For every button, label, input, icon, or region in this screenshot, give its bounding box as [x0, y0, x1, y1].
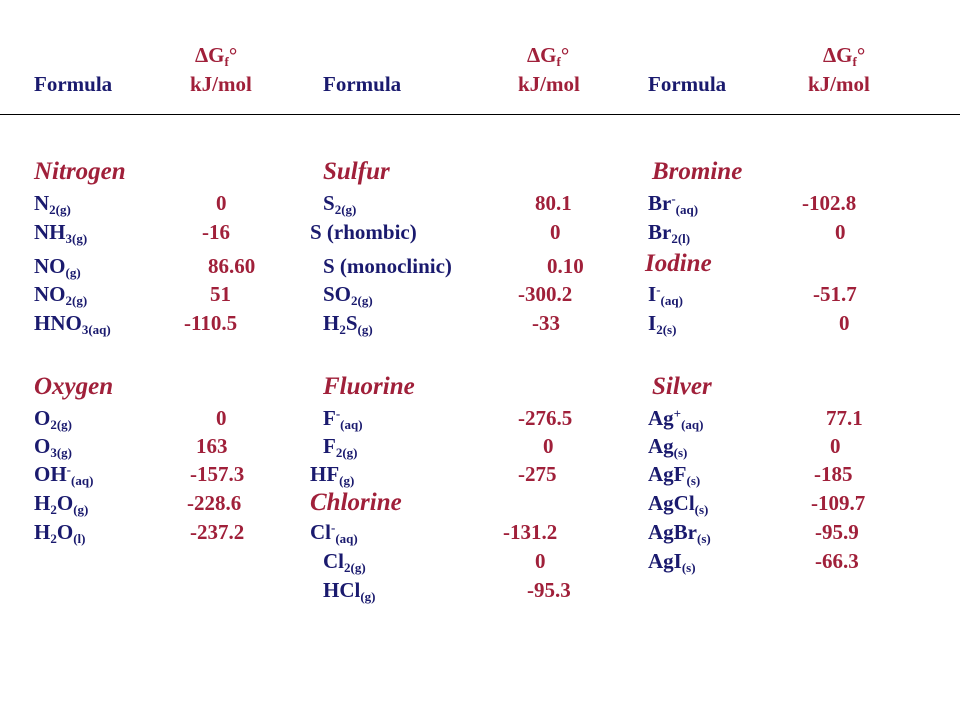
value-f2: 0 [543, 434, 554, 458]
header-divider [0, 114, 960, 115]
value-so2: -300.2 [518, 282, 573, 306]
formula-o3: $O_{3(g)}$ [34, 434, 73, 460]
formula-h2s: $H_2S_{(g)}$ [323, 311, 373, 337]
value-i-ion: -51.7 [813, 282, 857, 306]
value-hno3: -110.5 [184, 311, 238, 335]
group-bromine: Bromine [652, 158, 743, 185]
unit-header-2: kJ/mol [518, 72, 580, 96]
value-h2o-liquid: -237.2 [190, 520, 245, 544]
group-iodine: Iodine [645, 250, 712, 277]
value-br-ion: -102.8 [802, 191, 857, 215]
value-ag: 0 [830, 434, 841, 458]
formula-s-monoclinic: S (monoclinic) [323, 254, 452, 278]
unit-header-3: kJ/mol [808, 72, 870, 96]
formula-o2: $O_{2(g)}$ [34, 406, 73, 432]
group-silver: Silver [652, 373, 712, 400]
group-sulfur: Sulfur [323, 158, 390, 185]
value-agcl: -109.7 [811, 491, 866, 515]
group-fluorine: Fluorine [323, 373, 415, 400]
formula-agi: AgI$_{(s)}$ [648, 549, 696, 575]
formula-no2: $NO_{2(g)}$ [34, 282, 88, 308]
formula-so2: $SO_{2(g)}$ [323, 282, 373, 308]
value-n2: 0 [216, 191, 227, 215]
formula-hno3: $HNO_{3(aq)}$ [34, 311, 111, 337]
value-agbr: -95.9 [815, 520, 859, 544]
formula-f-ion: $F^-_{(aq)}$ [323, 406, 363, 432]
formula-br-ion: $Br^-_{(aq)}$ [648, 191, 699, 217]
formula-hcl: HCl$_{(g)}$ [323, 578, 376, 604]
formula-s2: $S_{2(g)}$ [323, 191, 357, 217]
group-nitrogen: Nitrogen [34, 158, 126, 185]
formula-header-1: Formula [34, 72, 113, 96]
value-no: 86.60 [208, 254, 256, 278]
formula-cl2: $Cl_{2(g)}$ [323, 549, 366, 575]
formula-header-2: Formula [323, 72, 402, 96]
value-f-ion: -276.5 [518, 406, 573, 430]
formula-i2: $I_{2(s)}$ [648, 311, 677, 337]
value-br2: 0 [835, 220, 846, 244]
value-no2: 51 [210, 282, 231, 306]
value-h2o-gas: -228.6 [187, 491, 242, 515]
formula-h2o-gas: $H_2O_{(g)}$ [34, 491, 89, 517]
formula-agbr: AgBr$_{(s)}$ [648, 520, 711, 546]
value-o2: 0 [216, 406, 227, 430]
value-i2: 0 [839, 311, 850, 335]
formula-ag: $Ag_{(s)}$ [648, 434, 688, 460]
value-agi: -66.3 [815, 549, 859, 573]
value-nh3: -16 [202, 220, 230, 244]
formula-oh: $OH^-_{(aq)}$ [34, 462, 94, 488]
delta-g-header-2: $\Delta G_f^\circ$ [527, 43, 570, 69]
formula-hf: $HF_{(g)}$ [310, 462, 355, 488]
formula-i-ion: $I^-_{(aq)}$ [648, 282, 683, 308]
formula-n2: $N_{2(g)}$ [34, 191, 71, 217]
value-hf: -275 [518, 462, 557, 486]
value-hcl: -95.3 [527, 578, 571, 602]
formula-h2o-liquid: $H_2O_{(l)}$ [34, 520, 86, 546]
group-chlorine: Chlorine [310, 489, 402, 516]
value-h2s: -33 [532, 311, 560, 335]
value-cl-ion: -131.2 [503, 520, 558, 544]
value-o3: 163 [196, 434, 228, 458]
formula-agcl: AgCl$_{(s)}$ [648, 491, 709, 517]
formula-header-3: Formula [648, 72, 727, 96]
formula-f2: $F_{2(g)}$ [323, 434, 358, 460]
value-s-rhombic: 0 [550, 220, 561, 244]
delta-g-header-1: $\Delta G_f^\circ$ [195, 43, 238, 69]
formula-ag-ion: $Ag^+_{(aq)}$ [648, 406, 704, 432]
value-oh: -157.3 [190, 462, 245, 486]
formula-nh3: $NH_{3(g)}$ [34, 220, 88, 246]
value-agf: -185 [814, 462, 853, 486]
value-ag-ion: 77.1 [826, 406, 863, 430]
formula-s-rhombic: S (rhombic) [310, 220, 417, 244]
value-s-monoclinic: 0.10 [547, 254, 584, 278]
group-oxygen: Oxygen [34, 373, 114, 400]
delta-g-header-3: $\Delta G_f^\circ$ [823, 43, 866, 69]
formula-cl-ion: $Cl^-_{(aq)}$ [310, 520, 358, 546]
unit-header-1: kJ/mol [190, 72, 252, 96]
value-cl2: 0 [535, 549, 546, 573]
formula-no: $NO_{(g)}$ [34, 254, 81, 280]
formula-agf: AgF$_{(s)}$ [648, 462, 701, 488]
formula-br2: $Br_{2(l)}$ [648, 220, 691, 246]
value-s2: 80.1 [535, 191, 572, 215]
